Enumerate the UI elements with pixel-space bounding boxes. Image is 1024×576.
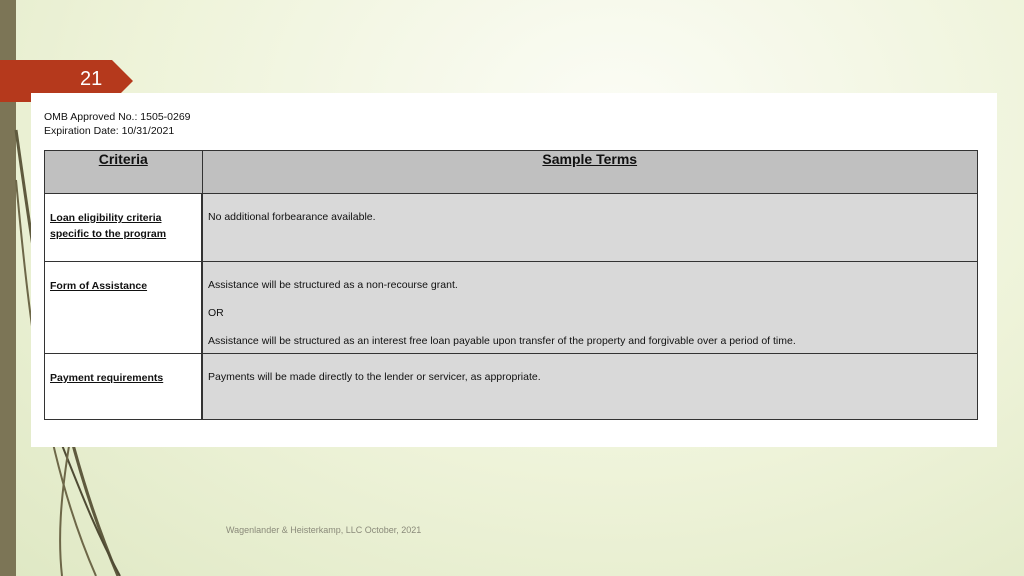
criteria-label: Loan eligibility criteria specific to the program — [50, 212, 167, 240]
table-row — [45, 354, 978, 420]
criteria-cell — [45, 194, 203, 262]
sample-terms-cell — [202, 194, 978, 262]
term-text: Assistance will be structured as an interest free loan payable upon transfer of the property and forgivable over a period of time. — [208, 335, 796, 347]
criteria-label: Payment requirements — [50, 372, 164, 384]
criteria-cell — [45, 262, 203, 354]
term-text: OR — [208, 307, 224, 319]
criteria-cell — [45, 354, 203, 420]
expiration-date: Expiration Date: 10/31/2021 — [44, 125, 175, 137]
sample-terms-header: Sample Terms — [202, 151, 978, 194]
table-header-row — [45, 151, 978, 194]
criteria-table — [44, 150, 978, 420]
criteria-header: Criteria — [45, 151, 203, 194]
criteria-label: Form of Assistance — [50, 280, 148, 292]
table-row — [45, 262, 978, 354]
term-text: Payments will be made directly to the lender or servicer, as appropriate. — [208, 371, 541, 383]
slide-number: 21 — [80, 68, 103, 90]
term-text: No additional forbearance available. — [208, 211, 376, 223]
footer-text: Wagenlander & Heisterkamp, LLC October, 2021 — [226, 525, 422, 535]
sample-terms-cell — [202, 262, 978, 354]
sample-terms-cell — [202, 354, 978, 420]
table-row — [45, 194, 978, 262]
omb-info — [44, 110, 191, 138]
term-text: Assistance will be structured as a non-recourse grant. — [208, 279, 458, 291]
omb-approval-number: OMB Approved No.: 1505-0269 — [44, 111, 191, 123]
document-page — [31, 93, 997, 447]
